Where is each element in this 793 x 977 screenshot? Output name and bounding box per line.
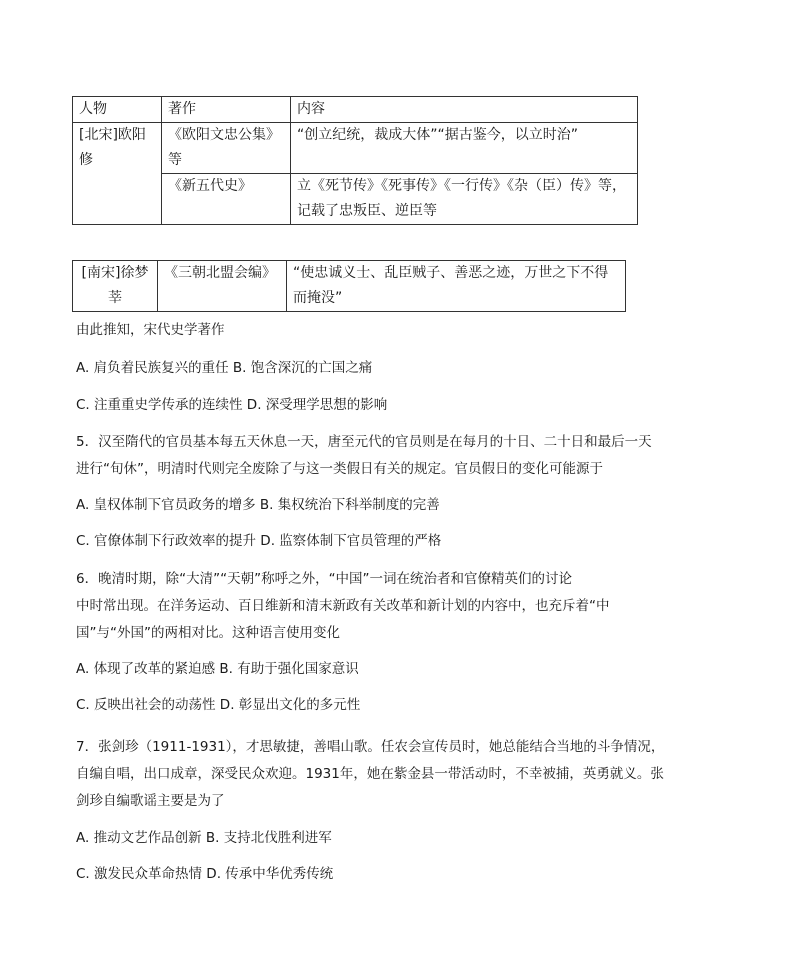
q6-line2: 中时常出现。在洋务运动、百日维新和清末新政有关改革和新计划的内容中，也充斥着“中 <box>76 598 610 614</box>
q5-options-cd: C. 官僚体制下行政效率的提升 D. 监察体制下官员管理的严格 <box>76 533 442 549</box>
q4-stem: 由此推知，宋代史学著作 <box>76 322 225 338</box>
q4-options-cd: C. 注重重史学传承的连续性 D. 深受理学思想的影响 <box>76 397 388 413</box>
q7-line2: 自编自唱，出口成章，深受民众欢迎。1931年，她在紫金县一带活动时，不幸被捕，英勇就义。张 <box>76 766 664 782</box>
q7-options-cd: C. 激发民众革命热情 D. 传承中华优秀传统 <box>76 866 334 882</box>
q5-line2: 进行“旬休”，明清时代则完全废除了与这一类假日有关的规定。官员假日的变化可能源于 <box>76 461 603 477</box>
cell-content: “创立纪统，裁成大体”“据古鉴今，以立时治” <box>291 123 638 174</box>
q6-options-ab: A. 体现了改革的紧迫感 B. 有助于强化国家意识 <box>76 661 359 677</box>
cell-content: “使忠诚义士、乱臣贼子、善恶之迹，万世之下不得而掩没” <box>287 261 626 312</box>
q6-line3: 国”与“外国”的两相对比。这种语言使用变化 <box>76 625 340 641</box>
q6-line1: 6．晚清时期，除“大清”“天朝”称呼之外，“中国”一词在统治者和官僚精英们的讨论 <box>76 571 573 587</box>
table-row <box>73 261 626 312</box>
table-header-row <box>73 97 638 123</box>
header-work: 著作 <box>162 97 291 123</box>
cell-person: [北宋]欧阳修 <box>73 123 162 225</box>
cell-person: [南宋]徐梦莘 <box>73 261 158 312</box>
cell-work: 《三朝北盟会编》 <box>158 261 287 312</box>
q6-options-cd: C. 反映出社会的动荡性 D. 彰显出文化的多元性 <box>76 697 361 713</box>
table-row <box>73 123 638 174</box>
header-content: 内容 <box>291 97 638 123</box>
q7-line3: 剑珍自编歌谣主要是为了 <box>76 793 225 809</box>
q5-line1: 5．汉至隋代的官员基本每五天休息一天，唐至元代的官员则是在每月的十日、二十日和最后一天 <box>76 434 652 450</box>
table-xu <box>72 260 626 312</box>
table-authors <box>72 96 638 225</box>
q7-options-ab: A. 推动文艺作品创新 B. 支持北伐胜利进军 <box>76 830 332 846</box>
cell-work: 《欧阳文忠公集》等 <box>162 123 291 174</box>
cell-work: 《新五代史》 <box>162 174 291 225</box>
q7-line1: 7．张剑珍（1911-1931），才思敏捷，善唱山歌。任农会宣传员时，她总能结合当地的斗争情况， <box>76 739 665 755</box>
header-person: 人物 <box>73 97 162 123</box>
q5-options-ab: A. 皇权体制下官员政务的增多 B. 集权统治下科举制度的完善 <box>76 497 440 513</box>
q4-options-ab: A. 肩负着民族复兴的重任 B. 饱含深沉的亡国之痛 <box>76 360 373 376</box>
cell-content: 立《死节传》《死事传》《一行传》《杂（臣）传》等，记载了忠叛臣、逆臣等 <box>291 174 638 225</box>
